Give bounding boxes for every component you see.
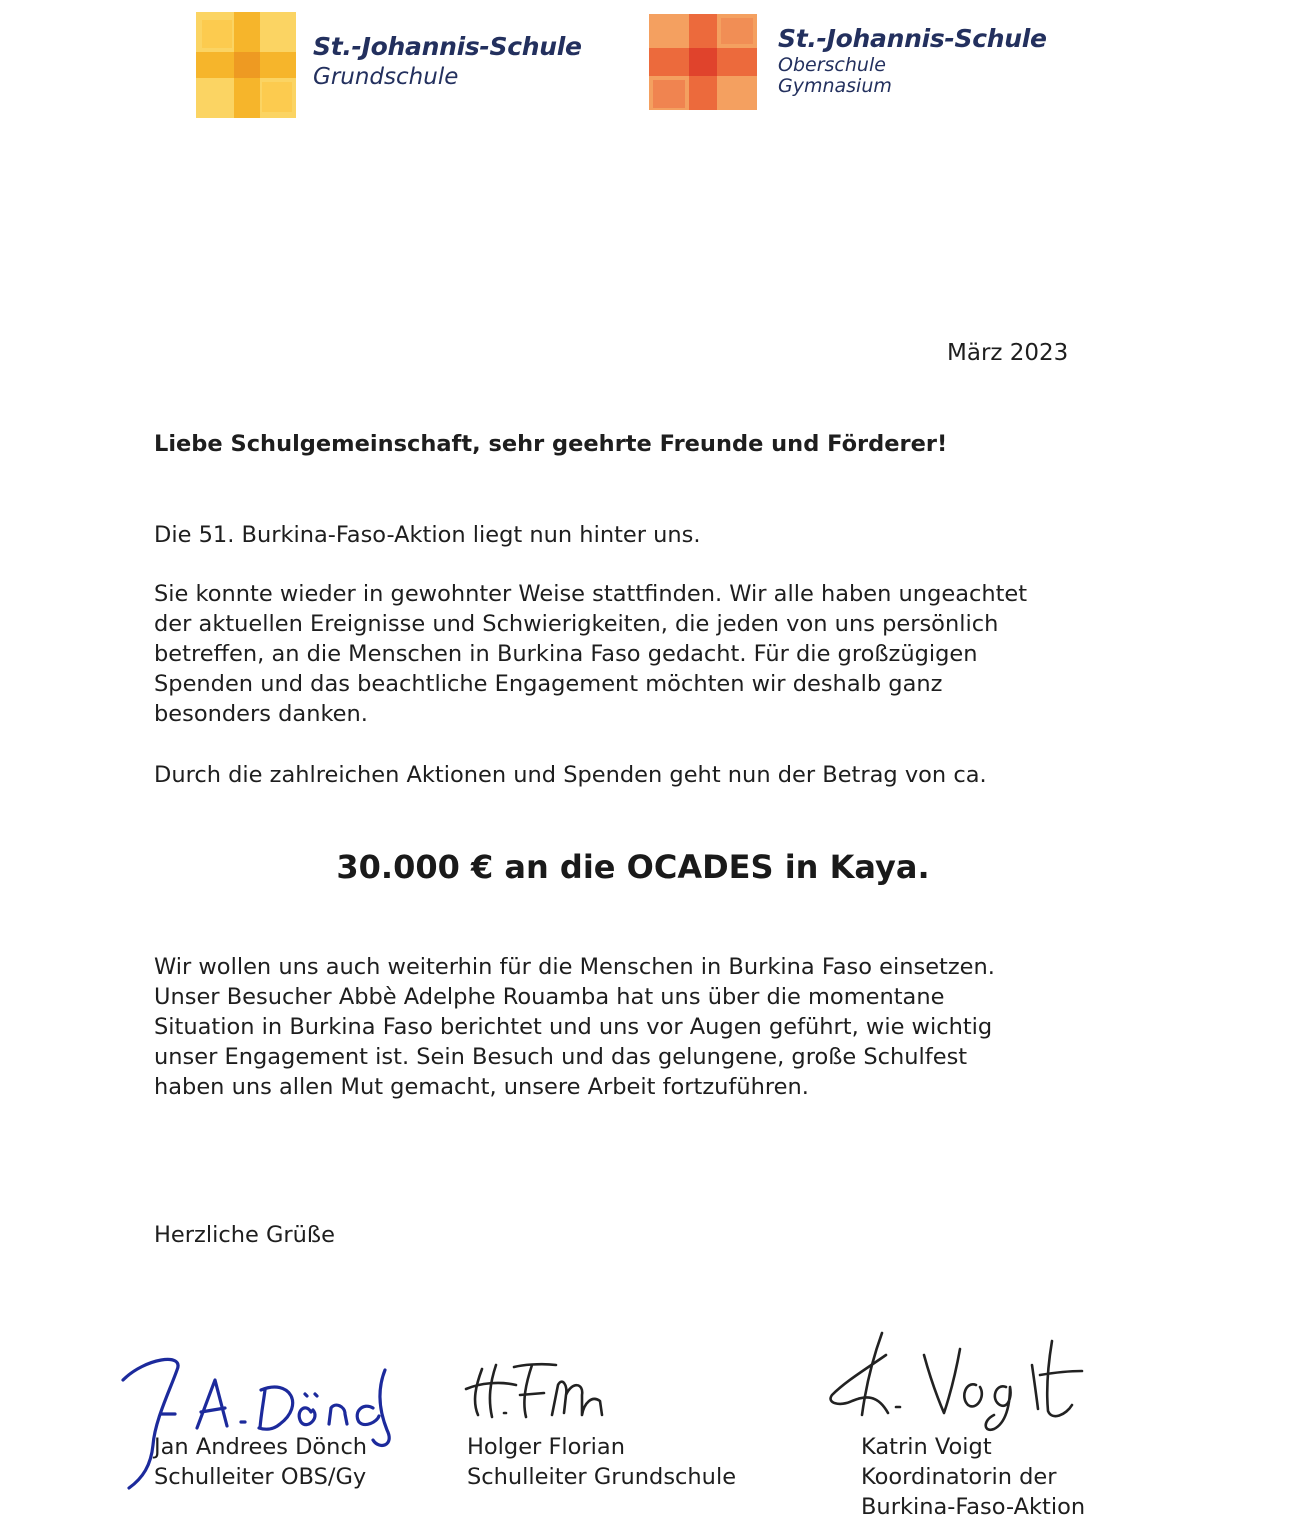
signer-voigt <box>861 1432 1085 1522</box>
letter-date: März 2023 <box>947 340 1069 366</box>
logo-right-subtitle-1: Oberschule <box>778 54 886 76</box>
cross-icon-red <box>649 14 761 112</box>
intro-line: Die 51. Burkina-Faso-Aktion liegt nun hinter uns. <box>154 522 701 548</box>
paragraph-donation <box>154 760 987 790</box>
signer-name: Jan Andrees Dönch <box>154 1434 368 1460</box>
signer-role: Koordinatorin der <box>861 1464 1057 1490</box>
text-line: unser Engagement ist. Sein Besuch und das gelungene, große Schulfest <box>154 1044 968 1070</box>
text-line: Unser Besucher Abbè Adelphe Rouamba hat uns über die momentane <box>154 984 945 1010</box>
logo-oberschule <box>649 14 1089 114</box>
signer-florian <box>467 1432 736 1492</box>
text-line: Wir wollen uns auch weiterhin für die Menschen in Burkina Faso einsetzen. <box>154 954 995 980</box>
signer-role: Burkina-Faso-Aktion <box>861 1494 1086 1520</box>
text-line: Spenden und das beachtliche Engagement möchten wir deshalb ganz <box>154 671 943 697</box>
text-line: Durch die zahlreichen Aktionen und Spenden geht nun der Betrag von ca. <box>154 762 987 788</box>
logo-left-subtitle: Grundschule <box>313 64 459 90</box>
cross-icon-yellow <box>196 12 300 120</box>
signature-voigt <box>826 1325 1096 1435</box>
paragraph-thanks <box>154 579 1027 729</box>
text-line: Situation in Burkina Faso berichtet und uns vor Augen geführt, wie wichtig <box>154 1014 993 1040</box>
intro-paragraph <box>154 520 701 550</box>
logo-right-subtitle-2: Gymnasium <box>778 75 892 97</box>
closing-greeting: Herzliche Grüße <box>154 1222 335 1248</box>
text-line: besonders danken. <box>154 701 368 727</box>
logo-right-name: St.-Johannis-Schule <box>778 24 1047 53</box>
text-line: haben uns allen Mut gemacht, unsere Arbeit fortzuführen. <box>154 1074 809 1100</box>
signer-name: Katrin Voigt <box>861 1434 992 1460</box>
salutation: Liebe Schulgemeinschaft, sehr geehrte Freunde und Förderer! <box>154 431 948 457</box>
signer-doench <box>154 1432 367 1492</box>
logo-grundschule <box>196 12 596 122</box>
donation-amount: 30.000 € an die OCADES in Kaya. <box>336 848 930 886</box>
paragraph-outlook <box>154 952 995 1102</box>
text-line: der aktuellen Ereignisse und Schwierigkeiten, die jeden von uns persönlich <box>154 611 999 637</box>
text-line: Sie konnte wieder in gewohnter Weise stattfinden. Wir alle haben ungeachtet <box>154 581 1028 607</box>
signature-florian <box>460 1355 610 1425</box>
signer-role: Schulleiter OBS/Gy <box>154 1464 367 1490</box>
logo-left-name: St.-Johannis-Schule <box>313 32 582 61</box>
signer-role: Schulleiter Grundschule <box>467 1464 737 1490</box>
signer-name: Holger Florian <box>467 1434 625 1460</box>
text-line: betreffen, an die Menschen in Burkina Faso gedacht. Für die großzügigen <box>154 641 978 667</box>
